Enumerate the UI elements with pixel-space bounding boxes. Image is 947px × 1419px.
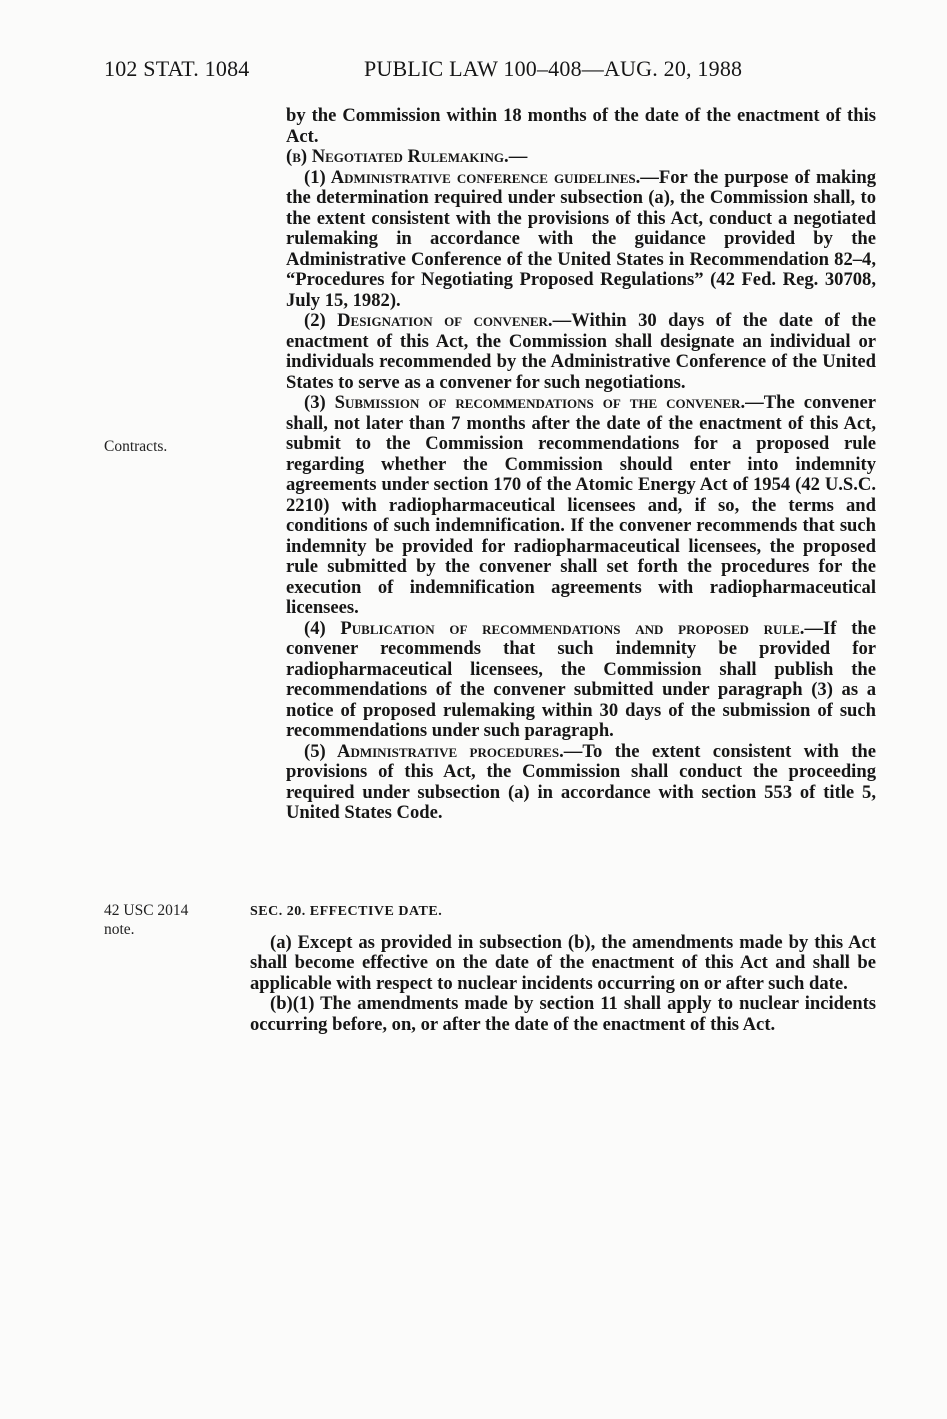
subsection-b-heading-text: (b) Negotiated Rulemaking.— bbox=[286, 146, 528, 167]
paragraph-5 bbox=[286, 742, 876, 824]
paragraph-2-text: —Within 30 days of the date of the enactment of this Act, the Commission shall designate an individual or individuals recommended by the Administrative Conference of the United States to serve as a convener for such negotiations. bbox=[286, 310, 876, 393]
paragraph-4-text: —If the convener recommends that such indemnity be provided for radiopharmaceutical licensees, the Commission shall publish the recommendations of the convener submitted under paragraph (3) as a notice of proposed rulemaking within 30 days of the submission of such recommendations under such paragraph. bbox=[286, 617, 876, 741]
subsection-b-heading bbox=[286, 147, 876, 168]
section-20-subsection-a: (a) Except as provided in subsection (b), the amendments made by this Act shall become effective on the date of the enactment of this Act and shall be applicable with respect to nuclear incidents occurring on or after such date. bbox=[250, 931, 876, 994]
margin-note-usc bbox=[104, 901, 188, 939]
paragraph-4 bbox=[286, 619, 876, 742]
paragraph-4-heading: (4) Publication of recommendations and proposed rule. bbox=[304, 617, 805, 639]
public-law-title: PUBLIC LAW 100–408—AUG. 20, 1988 bbox=[364, 56, 743, 81]
continuation-paragraph: by the Commission within 18 months of the date of the enactment of this Act. bbox=[286, 105, 876, 147]
paragraph-3-text: —The convener shall, not later than 7 months after the date of the enactment of this Act, submit to the Commission recommendations for a proposed rule regarding whether the Commission should enter into indemnity agreements under section 170 of the Atomic Energy Act of 1954 (42 U.S.C. 2210) with radiopharmaceutical licensees and, if so, the terms and conditions of such indemnification. If the convener recommends that such indemnity be provided for radiopharmaceutical licensees, the proposed rule submitted by the convener shall set forth the procedures for the execution of indemnification agreements with radiopharmaceutical licensees. bbox=[286, 392, 876, 618]
paragraph-3-heading: (3) Submission of recommendations of the convener. bbox=[304, 392, 746, 413]
paragraph-2-heading: (2) Designation of convener. bbox=[304, 310, 553, 331]
stat-page-number: 102 STAT. 1084 bbox=[104, 56, 250, 81]
paragraph-5-heading: (5) Administrative procedures. bbox=[304, 740, 564, 762]
section-20-subsection-b: (b)(1) The amendments made by section 11 shall apply to nuclear incidents occurring before, on, or after the date of the enactment of this Act. bbox=[250, 993, 876, 1035]
page-header bbox=[104, 56, 874, 86]
section-20-heading: SEC. 20. EFFECTIVE DATE. bbox=[250, 904, 443, 919]
section-20 bbox=[250, 902, 876, 1035]
margin-note-usc-line1: 42 USC 2014 bbox=[104, 902, 189, 919]
paragraph-2 bbox=[286, 311, 876, 393]
paragraph-1 bbox=[286, 168, 876, 312]
paragraph-3 bbox=[286, 393, 876, 619]
margin-note-contracts: Contracts. bbox=[104, 438, 168, 455]
paragraph-1-heading: (1) Administrative conference guidelines. bbox=[304, 166, 641, 188]
main-text bbox=[286, 106, 876, 824]
paragraph-1-text: —For the purpose of making the determination required under subsection (a), the Commission shall, to the extent consistent with the provisions of this Act, conduct a negotiated rulemaking in accordance with the guidance provided by the Administrative Conference of the United States in Recommendation 82–4, “Procedures for Negotiating Proposed Regulations” (42 Fed. Reg. 30708, July 15, 1982). bbox=[286, 166, 876, 311]
margin-note-usc-line2: note. bbox=[104, 921, 135, 938]
paragraph-5-text: —To the extent consistent with the provisions of this Act, the Commission shall conduct the proceeding required under subsection (a) in accordance with section 553 of title 5, United States Code. bbox=[286, 740, 877, 823]
